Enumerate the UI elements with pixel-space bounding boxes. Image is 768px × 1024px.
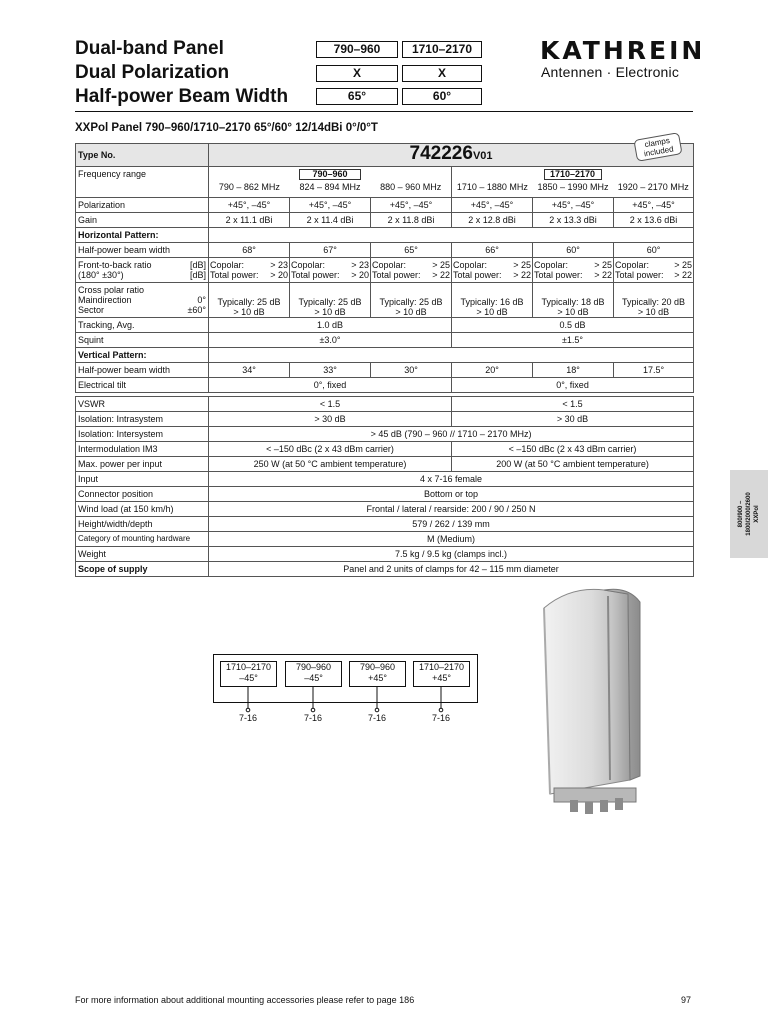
weight-row [76,547,694,562]
copolar-value: > 25 [594,260,612,270]
xpol-main: Typically: 16 dB [460,297,524,307]
cell: 2 x 11.4 dBi [290,213,371,228]
section-heading: Vertical Pattern: [76,348,209,363]
xpol-unit-2: 0° [197,295,206,305]
copolar-value: > 23 [270,260,288,270]
row-label: Max. power per input [76,457,209,472]
cell: 2 x 11.8 dBi [371,213,452,228]
cell: Frontal / lateral / rearside: 200 / 90 / 250 N [209,502,694,517]
row-label: Connector position [76,487,209,502]
cell: 18° [533,363,614,378]
xpol-sector: > 10 dB [637,307,670,317]
ftb-unit-2: [dB] [189,270,206,280]
port-band: 1710–2170 [225,662,272,672]
header-rule [75,111,693,112]
copolar-value: > 23 [351,260,369,270]
im3-row [76,442,694,457]
copolar-label: Copolar: [372,260,407,270]
horizontal-pattern-row [76,228,694,243]
gain-row [76,213,694,228]
freq-value: 824 – 894 MHz [299,182,361,192]
connector-label: 7-16 [368,713,387,723]
row-label: Weight [76,547,209,562]
xpol-main: Typically: 20 dB [622,297,686,307]
v-beam-row [76,363,694,378]
row-label: VSWR [76,397,209,412]
total-label: Total power: [210,270,259,280]
ftb-cell [452,258,533,283]
cell: 250 W (at 50 °C ambient temperature) [209,457,452,472]
port-pol: +45° [368,673,387,683]
cell: 4 x 7-16 female [209,472,694,487]
row-label: Wind load (at 150 km/h) [76,502,209,517]
row-label: Category of mounting hardware [76,532,209,547]
ftb-cell [533,258,614,283]
row-label: Isolation: Intersystem [76,427,209,442]
vertical-pattern-row [76,348,694,363]
xpol-label-3: Sector [78,305,105,315]
section-side-tab [730,470,768,558]
freq-value: 790 – 862 MHz [218,182,280,192]
cell: +45°, –45° [290,198,371,213]
row-label [76,283,209,318]
pol-mark-high: X [402,65,482,82]
total-value: > 22 [432,270,450,280]
row-label: Half-power beam width [76,243,209,258]
cell: +45°, –45° [452,198,533,213]
cell: 33° [290,363,371,378]
cell: ±1.5° [452,333,694,348]
freq-value: 1850 – 1990 MHz [537,182,609,192]
copolar-value: > 25 [513,260,531,270]
brand-subtitle: Antennen · Electronic [541,64,680,80]
cell: 2 x 11.1 dBi [209,213,290,228]
cell: +45°, –45° [614,198,694,213]
squint-row [76,333,694,348]
total-value: > 20 [270,270,288,280]
freq-label: Frequency range [76,167,209,198]
ftb-unit-1: [dB] [189,260,206,270]
total-value: > 22 [674,270,693,280]
cell: 65° [371,243,452,258]
power-row [76,457,694,472]
xpol-sector: > 10 dB [233,307,265,317]
side-tab-text [730,470,768,558]
ftb-row [76,258,694,283]
cell: Bottom or top [209,487,694,502]
cell: 7.5 kg / 9.5 kg (clamps incl.) [209,547,694,562]
clamps-included-stamp: clamps included [633,132,682,162]
type-suffix: V01 [472,150,493,162]
xpol-main: Typically: 18 dB [541,297,605,307]
ftb-cell [614,258,694,283]
freq-row [76,167,694,198]
xpol-main: Typically: 25 dB [217,297,281,307]
cell: 2 x 12.8 dBi [452,213,533,228]
cell: 2 x 13.6 dBi [614,213,694,228]
xpol-sector: > 10 dB [395,307,427,317]
title-line-1: Dual-band Panel [75,38,224,59]
cell: 0.5 dB [452,318,694,333]
row-label: Half-power beam width [76,363,209,378]
port-band: 790–960 [295,662,332,672]
cell: 67° [290,243,371,258]
ftb-label-2: (180° ±30°) [78,270,124,280]
freq-band-high-box: 1710–2170 [544,169,602,180]
band-label-low: 790–960 [316,41,398,58]
total-value: > 22 [594,270,612,280]
tracking-row [76,318,694,333]
connector-row [76,487,694,502]
copolar-label: Copolar: [291,260,326,270]
cell: 20° [452,363,533,378]
type-no-label: Type No. [76,144,209,167]
cell: +45°, –45° [371,198,452,213]
tilt-row [76,378,694,393]
copolar-label: Copolar: [534,260,569,270]
cell: < 1.5 [209,397,452,412]
row-label: Height/width/depth [76,517,209,532]
total-label: Total power: [615,270,664,280]
cell: ±3.0° [209,333,452,348]
row-label: Isolation: Intrasystem [76,412,209,427]
xpol-sector: > 10 dB [476,307,508,317]
cell: > 30 dB [209,412,452,427]
row-label: Scope of supply [76,562,209,577]
ftb-cell [290,258,371,283]
row-label: Polarization [76,198,209,213]
freq-value: 1920 – 2170 MHz [617,182,689,192]
copolar-label: Copolar: [453,260,488,270]
section-heading: Horizontal Pattern: [76,228,209,243]
footer-note: For more information about additional mounting accessories please refer to page 186 [75,995,415,1005]
cell: +45°, –45° [209,198,290,213]
product-subtitle-rest: 790–960/1710–2170 65°/60° 12/14dBi 0°/0°T [142,122,378,134]
connector-label: 7-16 [239,713,258,723]
diagram-port-box [413,661,470,687]
xpol-unit-3: ±60° [187,305,206,315]
freq-value: 880 – 960 MHz [380,182,442,192]
xpol-sector: > 10 dB [557,307,589,317]
cell: 17.5° [614,363,694,378]
scope-row [76,562,694,577]
mount-category-row [76,532,694,547]
row-label: Gain [76,213,209,228]
total-label: Total power: [372,270,421,280]
iso-inter-row [76,427,694,442]
xpol-main: Typically: 25 dB [298,297,362,307]
cell: Panel and 2 units of clamps for 42 – 115 mm diameter [209,562,694,577]
cell: < 1.5 [452,397,694,412]
side-tab-line: 800/900 – [738,500,744,528]
band-label-high: 1710–2170 [402,41,482,58]
cell: 30° [371,363,452,378]
row-label: Squint [76,333,209,348]
cell: 1.0 dB [209,318,452,333]
port-pol: –45° [239,673,258,683]
iso-intra-row [76,412,694,427]
diagram-port-box [285,661,342,687]
connector-label: 7-16 [304,713,323,723]
freq-value: 1710 – 1880 MHz [456,182,528,192]
dims-row [76,517,694,532]
total-label: Total power: [291,270,340,280]
total-label: Total power: [534,270,583,280]
cell: +45°, –45° [533,198,614,213]
page-number: 97 [681,995,692,1005]
cell: < –150 dBc (2 x 43 dBm carrier) [452,442,694,457]
freq-high-group [452,167,694,198]
freq-band-low-box: 790–960 [299,169,361,180]
diagram-port-box [220,661,277,687]
pol-mark-low: X [316,65,398,82]
side-tab-line: XXPol [754,505,760,523]
row-label: Input [76,472,209,487]
ftb-label-1: Front-to-back ratio [78,260,152,270]
row-label: Electrical tilt [76,378,209,393]
row-label: Tracking, Avg. [76,318,209,333]
spec-table [75,135,694,577]
type-no-cell [209,135,694,167]
xpol-cell [209,283,290,318]
cell: 68° [209,243,290,258]
cell: 0°, fixed [452,378,694,393]
xpol-cell [290,283,371,318]
port-pol: +45° [432,673,451,683]
beam-width-high: 60° [402,88,482,105]
xpol-label-1: Cross polar ratio [78,285,145,295]
freq-low-group [209,167,452,198]
empty-cell [209,348,694,363]
row-label [76,258,209,283]
xpol-row [76,283,694,318]
empty-cell [209,228,694,243]
xpol-cell [533,283,614,318]
product-subtitle-prefix: XXPol Panel [75,122,143,134]
wind-row [76,502,694,517]
copolar-value: > 25 [432,260,450,270]
xpol-sector: > 10 dB [314,307,346,317]
cell: 66° [452,243,533,258]
copolar-label: Copolar: [210,260,245,270]
cell: 579 / 262 / 139 mm [209,517,694,532]
connector-label: 7-16 [432,713,451,723]
port-band: 1710–2170 [418,662,465,672]
side-tab-line: 1800/2000/2600 [746,492,752,536]
copolar-value: > 25 [674,260,693,270]
product-subtitle [75,122,378,134]
xpol-label-2: Maindirection [78,295,132,305]
cell: 2 x 13.3 dBi [533,213,614,228]
title-line-3: Half-power Beam Width [75,86,289,107]
cell: > 45 dB (790 – 960 // 1710 – 2170 MHz) [209,427,694,442]
total-label: Total power: [453,270,502,280]
title-line-2: Dual Polarization [75,62,230,83]
diagram-port-box [349,661,406,687]
antenna-image [530,580,660,825]
input-row [76,472,694,487]
row-label: Intermodulation IM3 [76,442,209,457]
diagram-connector-lines [213,686,476,714]
xpol-cell [371,283,452,318]
beam-width-low: 65° [316,88,398,105]
cell: M (Medium) [209,532,694,547]
total-value: > 22 [513,270,531,280]
xpol-cell [614,283,694,318]
port-pol: –45° [304,673,323,683]
h-beam-row [76,243,694,258]
brand-logo: KATHREIN [540,36,706,65]
copolar-label: Copolar: [615,260,650,270]
total-value: > 20 [351,270,369,280]
vswr-row [76,397,694,412]
polarization-row [76,198,694,213]
port-band: 790–960 [359,662,396,672]
type-row [76,144,694,167]
ftb-cell [209,258,290,283]
cell: 200 W (at 50 °C ambient temperature) [452,457,694,472]
xpol-main: Typically: 25 dB [379,297,443,307]
cell: < –150 dBc (2 x 43 dBm carrier) [209,442,452,457]
cell: 60° [614,243,694,258]
type-number: 742226 [409,143,473,164]
xpol-cell [452,283,533,318]
cell: 34° [209,363,290,378]
cell: > 30 dB [452,412,694,427]
cell: 0°, fixed [209,378,452,393]
cell: 60° [533,243,614,258]
ftb-cell [371,258,452,283]
